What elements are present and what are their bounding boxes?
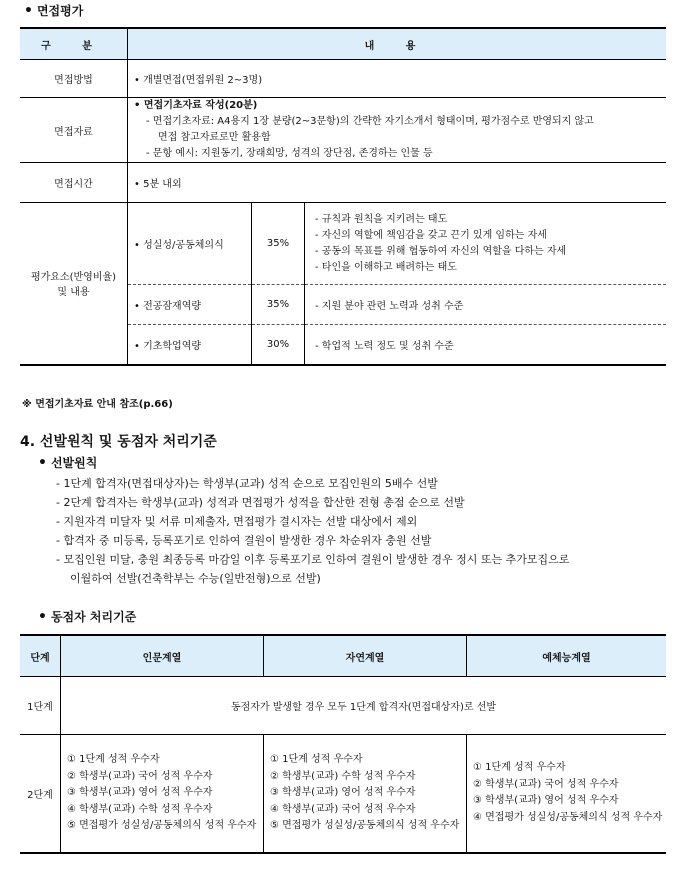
- material-line3: - 문항 예시: 지원동기, 장래희망, 성격의 장단점, 존경하는 인물 등: [146, 148, 433, 159]
- element-desc-line: - 공동의 목표를 위해 협동하여 자신의 역할을 다하는 자세: [315, 245, 567, 257]
- element-pct: 35%: [252, 203, 305, 285]
- principles-list: [56, 474, 569, 588]
- time-value: • 5분 내외: [128, 163, 667, 203]
- element-desc-line: - 자신의 역할에 책임감을 갖고 끈기 있게 임하는 자세: [315, 229, 547, 241]
- element-pct: 35%: [252, 285, 305, 325]
- list-item: 이월하여 선발(건축학부는 수능(일반전형)으로 선발): [70, 572, 321, 585]
- interview-section-title: [24, 2, 83, 19]
- tiebreak-table: [20, 634, 666, 854]
- tiebreak-title: [38, 608, 136, 625]
- criteria-item: ② 학생부(교과) 수학 성적 우수자: [270, 770, 416, 782]
- material-line2: 면접 참고자료로만 활용함: [158, 132, 271, 143]
- elements-label-line1: 평가요소(반영비율): [30, 272, 117, 284]
- element-name: • 기초학업역량: [128, 325, 252, 365]
- header-stage: 단계: [20, 635, 61, 677]
- criteria-item: ② 학생부(교과) 국어 성적 우수자: [473, 778, 619, 790]
- method-value: • 개별면접(면접위원 2~3명): [128, 60, 667, 98]
- stage1-label: 1단계: [20, 677, 61, 735]
- bullet-icon: •: [38, 609, 47, 625]
- element-desc-line: - 타인을 이해하고 배려하는 태도: [315, 261, 457, 273]
- header-content: 내 용: [128, 28, 667, 60]
- header-humanities: 인문계열: [61, 635, 264, 677]
- list-item: - 합격자 중 미등록, 등록포기로 인하여 결원이 발생한 경우 차순위자 충원 선발: [56, 534, 432, 547]
- section4-title: 4. 선발원칙 및 동점자 처리기준: [20, 434, 217, 450]
- element-desc: [305, 203, 667, 285]
- criteria-item: ③ 학생부(교과) 영어 성적 우수자: [473, 795, 619, 807]
- material-title: • 면접기초자료 작성(20분): [134, 100, 258, 111]
- header-arts: 예체능계열: [467, 635, 667, 677]
- criteria-item: ③ 학생부(교과) 영어 성적 우수자: [67, 787, 213, 798]
- interview-title-text: 면접평가: [36, 4, 84, 18]
- criteria-item: ① 1단계 성적 우수자: [270, 754, 363, 765]
- principles-title-text: 선발원칙: [50, 456, 98, 470]
- element-pct: 30%: [252, 325, 305, 365]
- criteria-item: ⑤ 면접평가 성실성/공동체의식 성적 우수자: [67, 820, 257, 831]
- tiebreak-title-text: 동점자 처리기준: [50, 610, 137, 624]
- element-name: • 성실성/공동체의식: [128, 203, 252, 285]
- criteria-item: ④ 면접평가 성실성/공동체의식 성적 우수자: [473, 811, 663, 823]
- stage1-text: 동점자가 발생할 경우 모두 1단계 합격자(면접대상자)로 선발: [61, 677, 667, 735]
- elements-label-line2: 및 내용: [57, 287, 90, 299]
- element-desc-line: - 규칙과 원칙을 지키려는 태도: [315, 213, 448, 225]
- bullet-icon: •: [38, 455, 47, 471]
- method-label: 면접방법: [20, 60, 128, 98]
- criteria-item: ② 학생부(교과) 국어 성적 우수자: [67, 770, 213, 782]
- header-category: 구 분: [20, 28, 128, 60]
- list-item: - 2단계 합격자는 학생부(교과) 성적과 면접평가 성적을 합산한 전형 총점 순으로 선발: [56, 496, 465, 509]
- criteria-item: ④ 학생부(교과) 수학 성적 우수자: [67, 803, 213, 815]
- reference-note: ※ 면접기초자료 안내 참조(p.66): [22, 399, 173, 410]
- material-content: [128, 98, 667, 163]
- bullet-icon: •: [24, 3, 33, 19]
- list-item: - 1단계 합격자(면접대상자)는 학생부(교과) 성적 순으로 모집인원의 5배수 선발: [56, 477, 438, 490]
- list-item: - 모집인원 미달, 충원 최종등록 마감일 이후 등록포기로 인하여 결원이 발생한 경우 정시 또는 추가모집으로: [56, 553, 570, 566]
- material-label: 면접자료: [20, 98, 128, 163]
- stage2-label: 2단계: [20, 735, 61, 853]
- element-desc: - 학업적 노력 정도 및 성취 수준: [305, 325, 667, 365]
- interview-table: [20, 27, 666, 366]
- criteria-item: ① 1단계 성적 우수자: [473, 762, 566, 774]
- arts-criteria: [467, 735, 667, 853]
- criteria-item: ③ 학생부(교과) 영어 성적 우수자: [270, 787, 416, 798]
- element-name: • 전공잠재역량: [128, 285, 252, 325]
- humanities-criteria: [61, 735, 264, 853]
- natural-criteria: [264, 735, 467, 853]
- criteria-item: ⑤ 면접평가 성실성/공동체의식 성적 우수자: [270, 820, 460, 831]
- element-desc: - 지원 분야 관련 노력과 성취 수준: [305, 285, 667, 325]
- criteria-item: ① 1단계 성적 우수자: [67, 754, 160, 765]
- elements-label: [20, 203, 128, 365]
- criteria-item: ④ 학생부(교과) 국어 성적 우수자: [270, 803, 416, 815]
- principles-title: [38, 454, 97, 471]
- time-label: 면접시간: [20, 163, 128, 203]
- header-natural: 자연계열: [264, 635, 467, 677]
- material-line1: - 면접기초자료: A4용지 1장 분량(2~3문항)의 간략한 자기소개서 형태이며, 평가점수로 반영되지 않고: [146, 116, 594, 127]
- list-item: - 지원자격 미달자 및 서류 미제출자, 면접평가 결시자는 선발 대상에서 제외: [56, 515, 418, 528]
